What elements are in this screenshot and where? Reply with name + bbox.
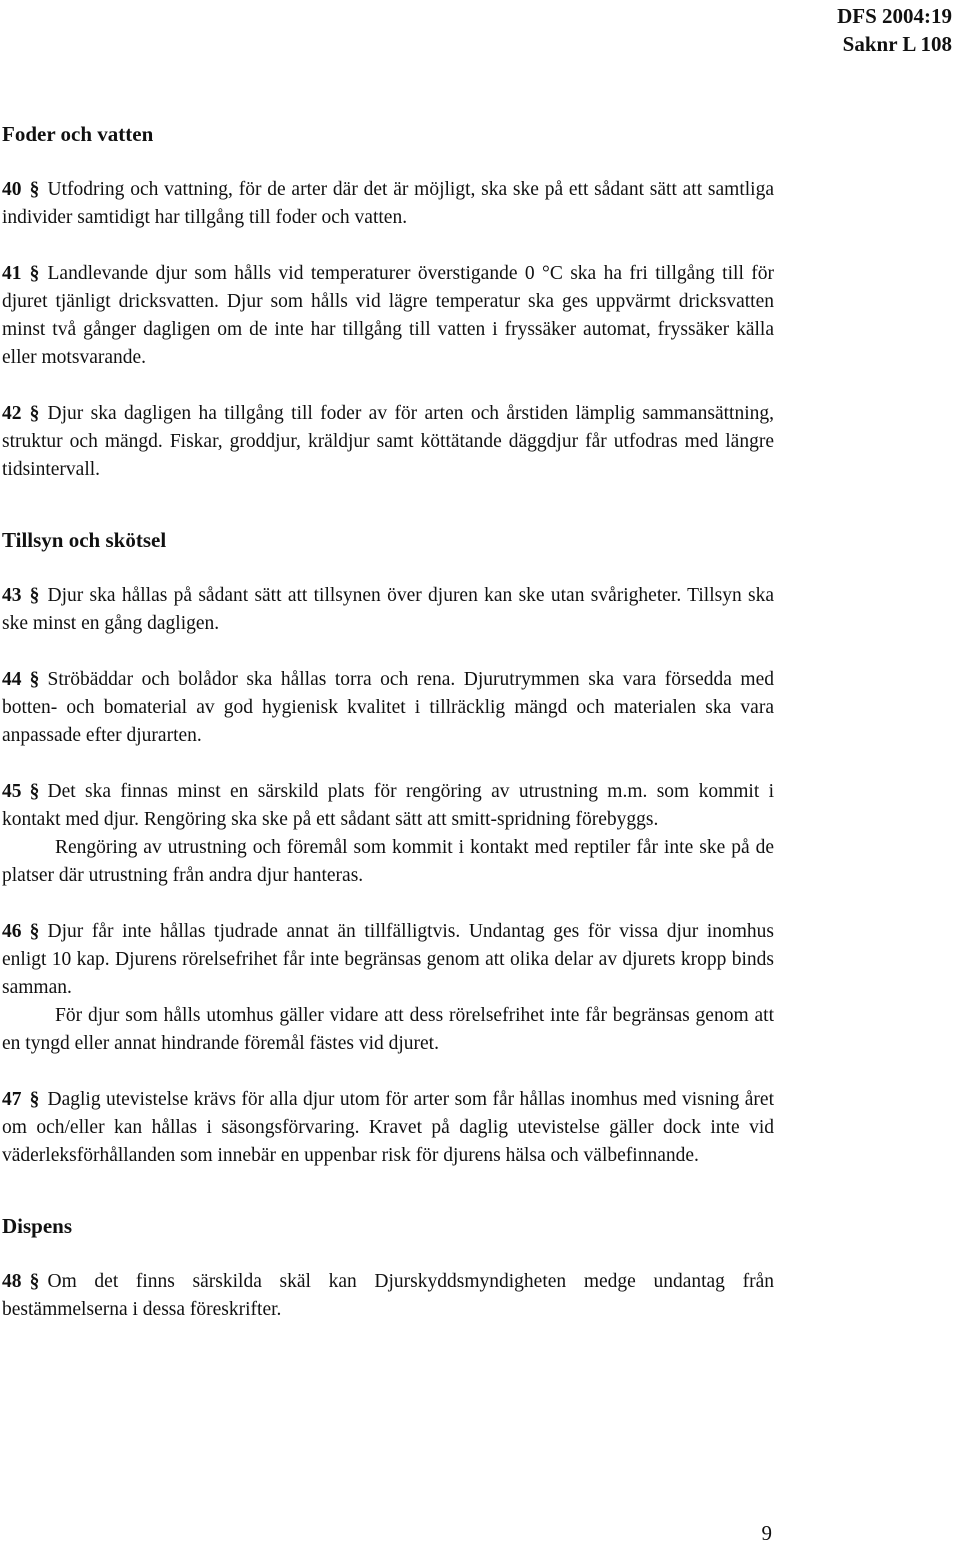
section-sign: § <box>29 585 40 606</box>
document-header <box>837 2 952 58</box>
section-number: 45 <box>2 781 22 802</box>
section-sign: § <box>29 179 40 200</box>
paragraph-text: Om det finns särskilda skäl kan Djurskyddsmyndigheten medge undantag från bestämmelserna i dessa föreskrifter. <box>2 1271 774 1320</box>
section-sign: § <box>29 921 40 942</box>
section-sign: § <box>29 403 40 424</box>
paragraph-41 <box>2 260 774 372</box>
paragraph-text: Djur ska hållas på sådant sätt att tillsynen över djuren kan ske utan svårigheter. Tillsyn ska ske minst en gång dagligen. <box>2 585 774 634</box>
paragraph-45-continuation: Rengöring av utrustning och föremål som kommit i kontakt med reptiler får inte ske på de platser där utrustning från andra djur hanteras. <box>2 837 774 886</box>
section-sign: § <box>29 669 40 690</box>
paragraph-40 <box>2 176 774 232</box>
section-number: 44 <box>2 669 22 690</box>
section-heading-dispens: Dispens <box>2 1214 73 1238</box>
paragraph-text: Det ska finnas minst en särskild plats för rengöring av utrustning m.m. som kommit i kontakt med djur. Rengöring ska ske på ett sådant sätt att smitt-spridning förebyggs. <box>2 781 774 830</box>
paragraph-44 <box>2 666 774 750</box>
section-sign: § <box>29 781 40 802</box>
section-heading-foder-och-vatten: Foder och vatten <box>2 122 154 146</box>
paragraph-text: Djur ska dagligen ha tillgång till foder av för arten och årstiden lämplig sammansättning, struktur och mängd. Fiskar, groddjur, kräldjur samt köttätande däggdjur får utfodras med längre tidsintervall. <box>2 403 774 480</box>
paragraph-46 <box>2 918 774 1002</box>
paragraph-45 <box>2 778 774 834</box>
document-body <box>2 120 774 1324</box>
paragraph-text: Landlevande djur som hålls vid temperaturer överstigande 0 °C ska ha fri tillgång till för djuret tjänligt dricksvatten. Djur som hålls vid lägre temperatur ska ges uppvärmt dricksvatten minst två gånger dagligen om de inte har tillgång till vatten i fryssäker automat, fryssäker källa eller motsvarande. <box>2 263 774 368</box>
paragraph-text: Djur får inte hållas tjudrade annat än tillfälligtvis. Undantag ges för vissa djur inomhus enligt 10 kap. Djurens rörelsefrihet får inte begränsas genom att olika delar av djurets kropp binds samman. <box>2 921 774 998</box>
case-number: Saknr L 108 <box>842 32 952 56</box>
section-number: 48 <box>2 1271 22 1292</box>
section-sign: § <box>29 1089 40 1110</box>
paragraph-46-continuation: För djur som hålls utomhus gäller vidare att dess rörelsefrihet inte får begränsas genom att en tyngd eller annat hindrande föremål fästes vid djuret. <box>2 1005 774 1054</box>
section-number: 43 <box>2 585 22 606</box>
section-number: 47 <box>2 1089 22 1110</box>
paragraph-48 <box>2 1268 774 1324</box>
document-id: DFS 2004:19 <box>837 4 952 28</box>
section-heading-tillsyn-och-skotsel: Tillsyn och skötsel <box>2 528 167 552</box>
section-sign: § <box>29 263 40 284</box>
paragraph-text: Utfodring och vattning, för de arter där det är möjligt, ska ske på ett sådant sätt att samtliga individer samtidigt har tillgång till foder och vatten. <box>2 179 774 228</box>
paragraph-text: Ströbäddar och bolådor ska hållas torra och rena. Djurutrymmen ska vara försedda med botten- och bomaterial av god hygienisk kvalitet i tillräcklig mängd och materialen ska vara anpassade efter djurarten. <box>2 669 774 746</box>
section-number: 46 <box>2 921 22 942</box>
paragraph-47 <box>2 1086 774 1170</box>
section-number: 42 <box>2 403 22 424</box>
section-sign: § <box>29 1271 40 1292</box>
paragraph-43 <box>2 582 774 638</box>
section-number: 41 <box>2 263 22 284</box>
paragraph-text: Daglig utevistelse krävs för alla djur utom för arter som får hållas inomhus med visning året om och/eller kan hållas i säsongsförvaring. Kravet på daglig utevistelse gäller dock inte vid väderleksförhållanden som innebär en uppenbar risk för djurens hälsa och välbefinnande. <box>2 1089 774 1166</box>
paragraph-42 <box>2 400 774 484</box>
page-number: 9 <box>761 1521 772 1545</box>
section-number: 40 <box>2 179 22 200</box>
